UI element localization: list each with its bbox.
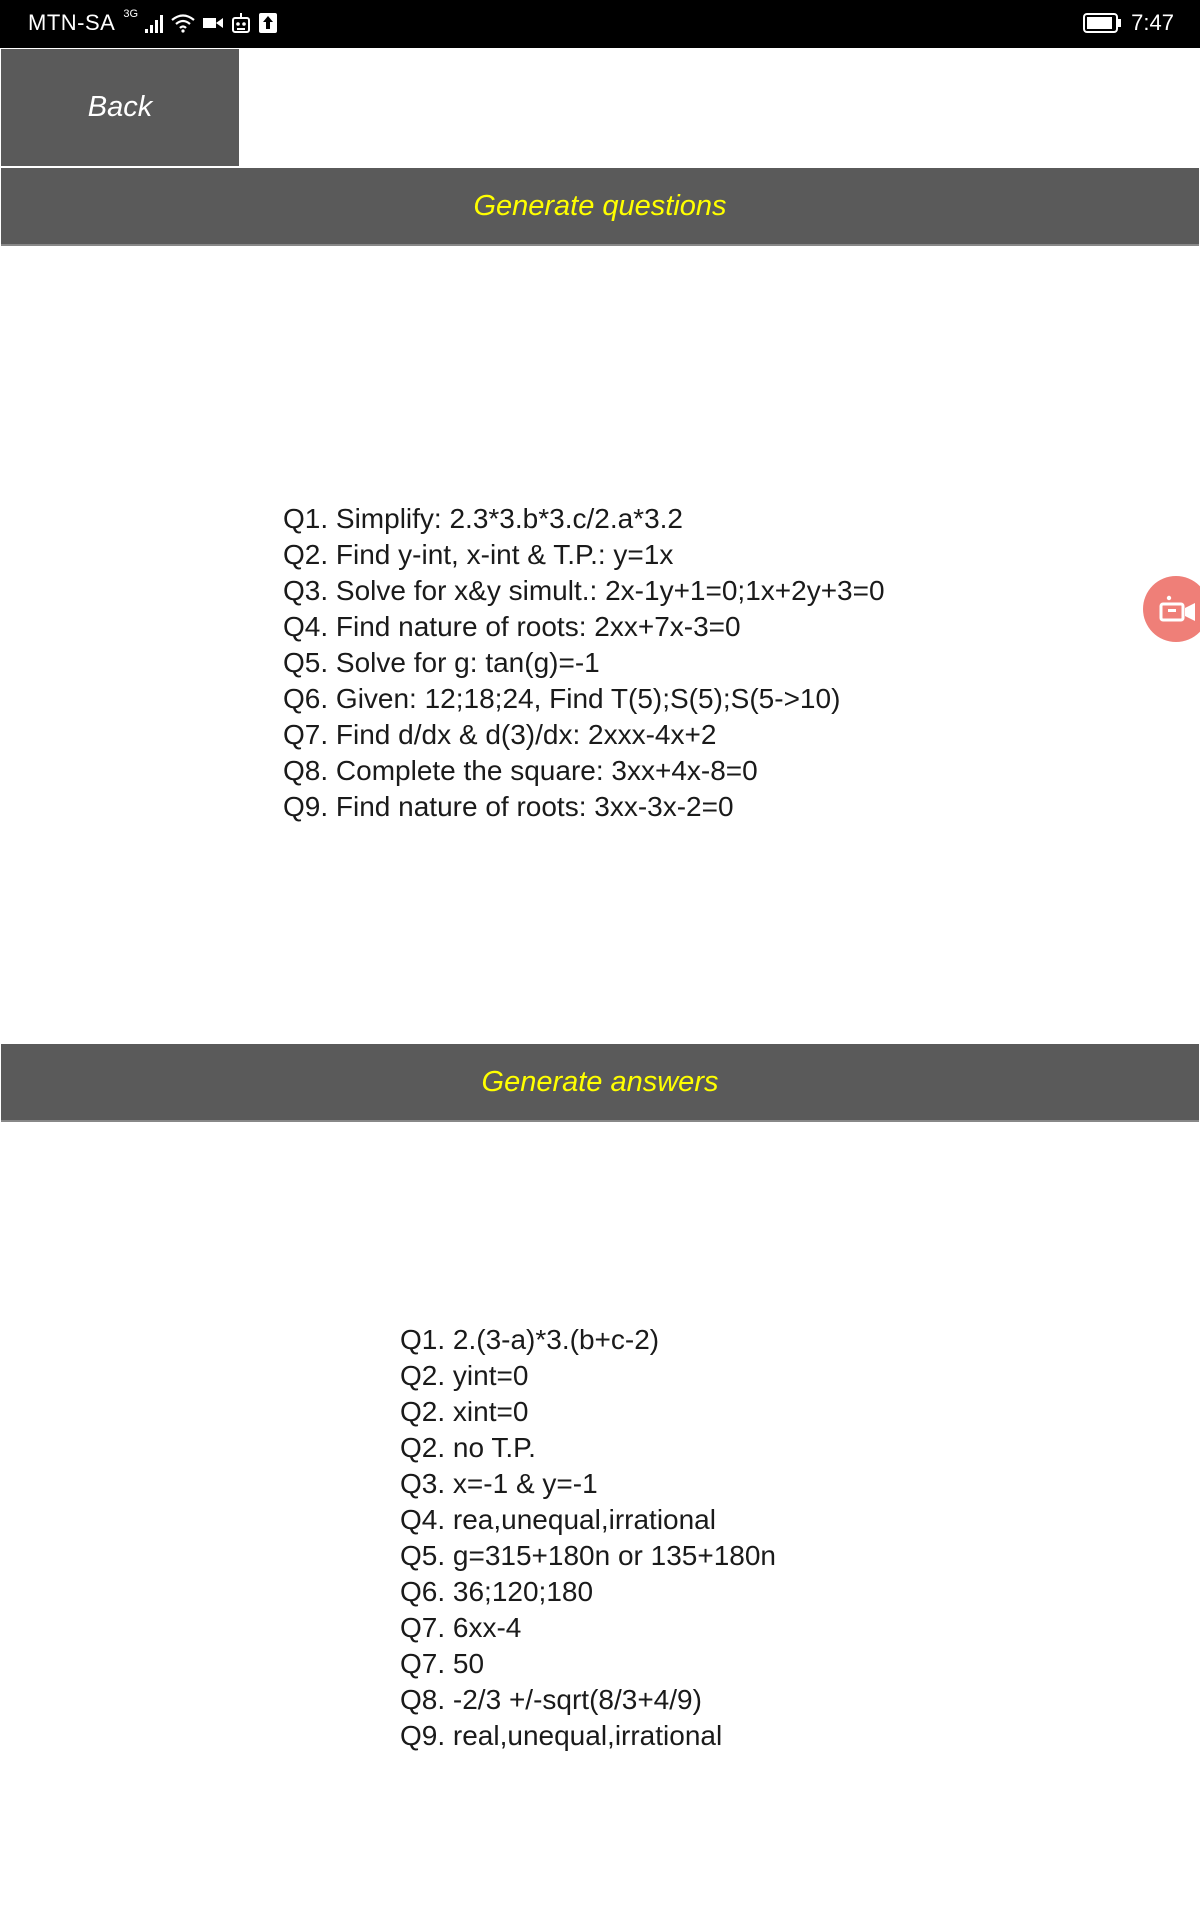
question-item: Q7. Find d/dx & d(3)/dx: 2xxx-4x+2 bbox=[283, 719, 717, 750]
answer-item: Q7. 6xx-4 bbox=[400, 1612, 522, 1643]
answer-item: Q1. 2.(3-a)*3.(b+c-2) bbox=[400, 1324, 660, 1355]
answers-list bbox=[400, 1322, 776, 1754]
generate-questions-button[interactable]: Generate questions bbox=[1, 168, 1199, 246]
answer-item: Q2. no T.P. bbox=[400, 1432, 536, 1463]
screen-record-button[interactable] bbox=[1143, 576, 1200, 642]
generate-answers-button[interactable]: Generate answers bbox=[1, 1044, 1199, 1122]
clock: 7:47 bbox=[1131, 10, 1174, 35]
question-item: Q8. Complete the square: 3xx+4x-8=0 bbox=[283, 755, 758, 786]
status-left bbox=[28, 10, 278, 36]
answer-item: Q7. 50 bbox=[400, 1648, 485, 1679]
video-camera-icon bbox=[202, 14, 224, 32]
question-item: Q9. Find nature of roots: 3xx-3x-2=0 bbox=[283, 791, 734, 822]
question-item: Q2. Find y-int, x-int & T.P.: y=1x bbox=[283, 539, 674, 570]
answer-item: Q4. rea,unequal,irrational bbox=[400, 1504, 716, 1535]
battery-icon bbox=[1083, 12, 1123, 34]
answer-item: Q3. x=-1 & y=-1 bbox=[400, 1468, 598, 1499]
carrier-label: MTN-SA bbox=[28, 10, 116, 35]
answer-item: Q5. g=315+180n or 135+180n bbox=[400, 1540, 777, 1571]
answer-item: Q9. real,unequal,irrational bbox=[400, 1720, 723, 1751]
screen-record-icon bbox=[1157, 594, 1197, 624]
network-type-label: 3G bbox=[123, 8, 139, 20]
upload-icon bbox=[258, 12, 278, 34]
answer-item: Q6. 36;120;180 bbox=[400, 1576, 594, 1607]
status-right bbox=[1083, 10, 1174, 36]
wifi-icon bbox=[170, 13, 196, 33]
question-item: Q5. Solve for g: tan(g)=-1 bbox=[283, 647, 600, 678]
answer-item: Q2. xint=0 bbox=[400, 1396, 529, 1427]
question-item: Q3. Solve for x&y simult.: 2x-1y+1=0;1x+2y+3=0 bbox=[283, 575, 885, 606]
question-item: Q1. Simplify: 2.3*3.b*3.c/2.a*3.2 bbox=[283, 503, 683, 534]
questions-list bbox=[283, 501, 885, 825]
question-item: Q6. Given: 12;18;24, Find T(5);S(5);S(5->10) bbox=[283, 683, 841, 714]
signal-icon bbox=[144, 13, 164, 33]
answer-item: Q2. yint=0 bbox=[400, 1360, 529, 1391]
robot-icon bbox=[230, 12, 252, 34]
status-bar bbox=[0, 0, 1200, 48]
question-item: Q4. Find nature of roots: 2xx+7x-3=0 bbox=[283, 611, 741, 642]
back-button[interactable]: Back bbox=[1, 49, 239, 166]
answer-item: Q8. -2/3 +/-sqrt(8/3+4/9) bbox=[400, 1684, 702, 1715]
